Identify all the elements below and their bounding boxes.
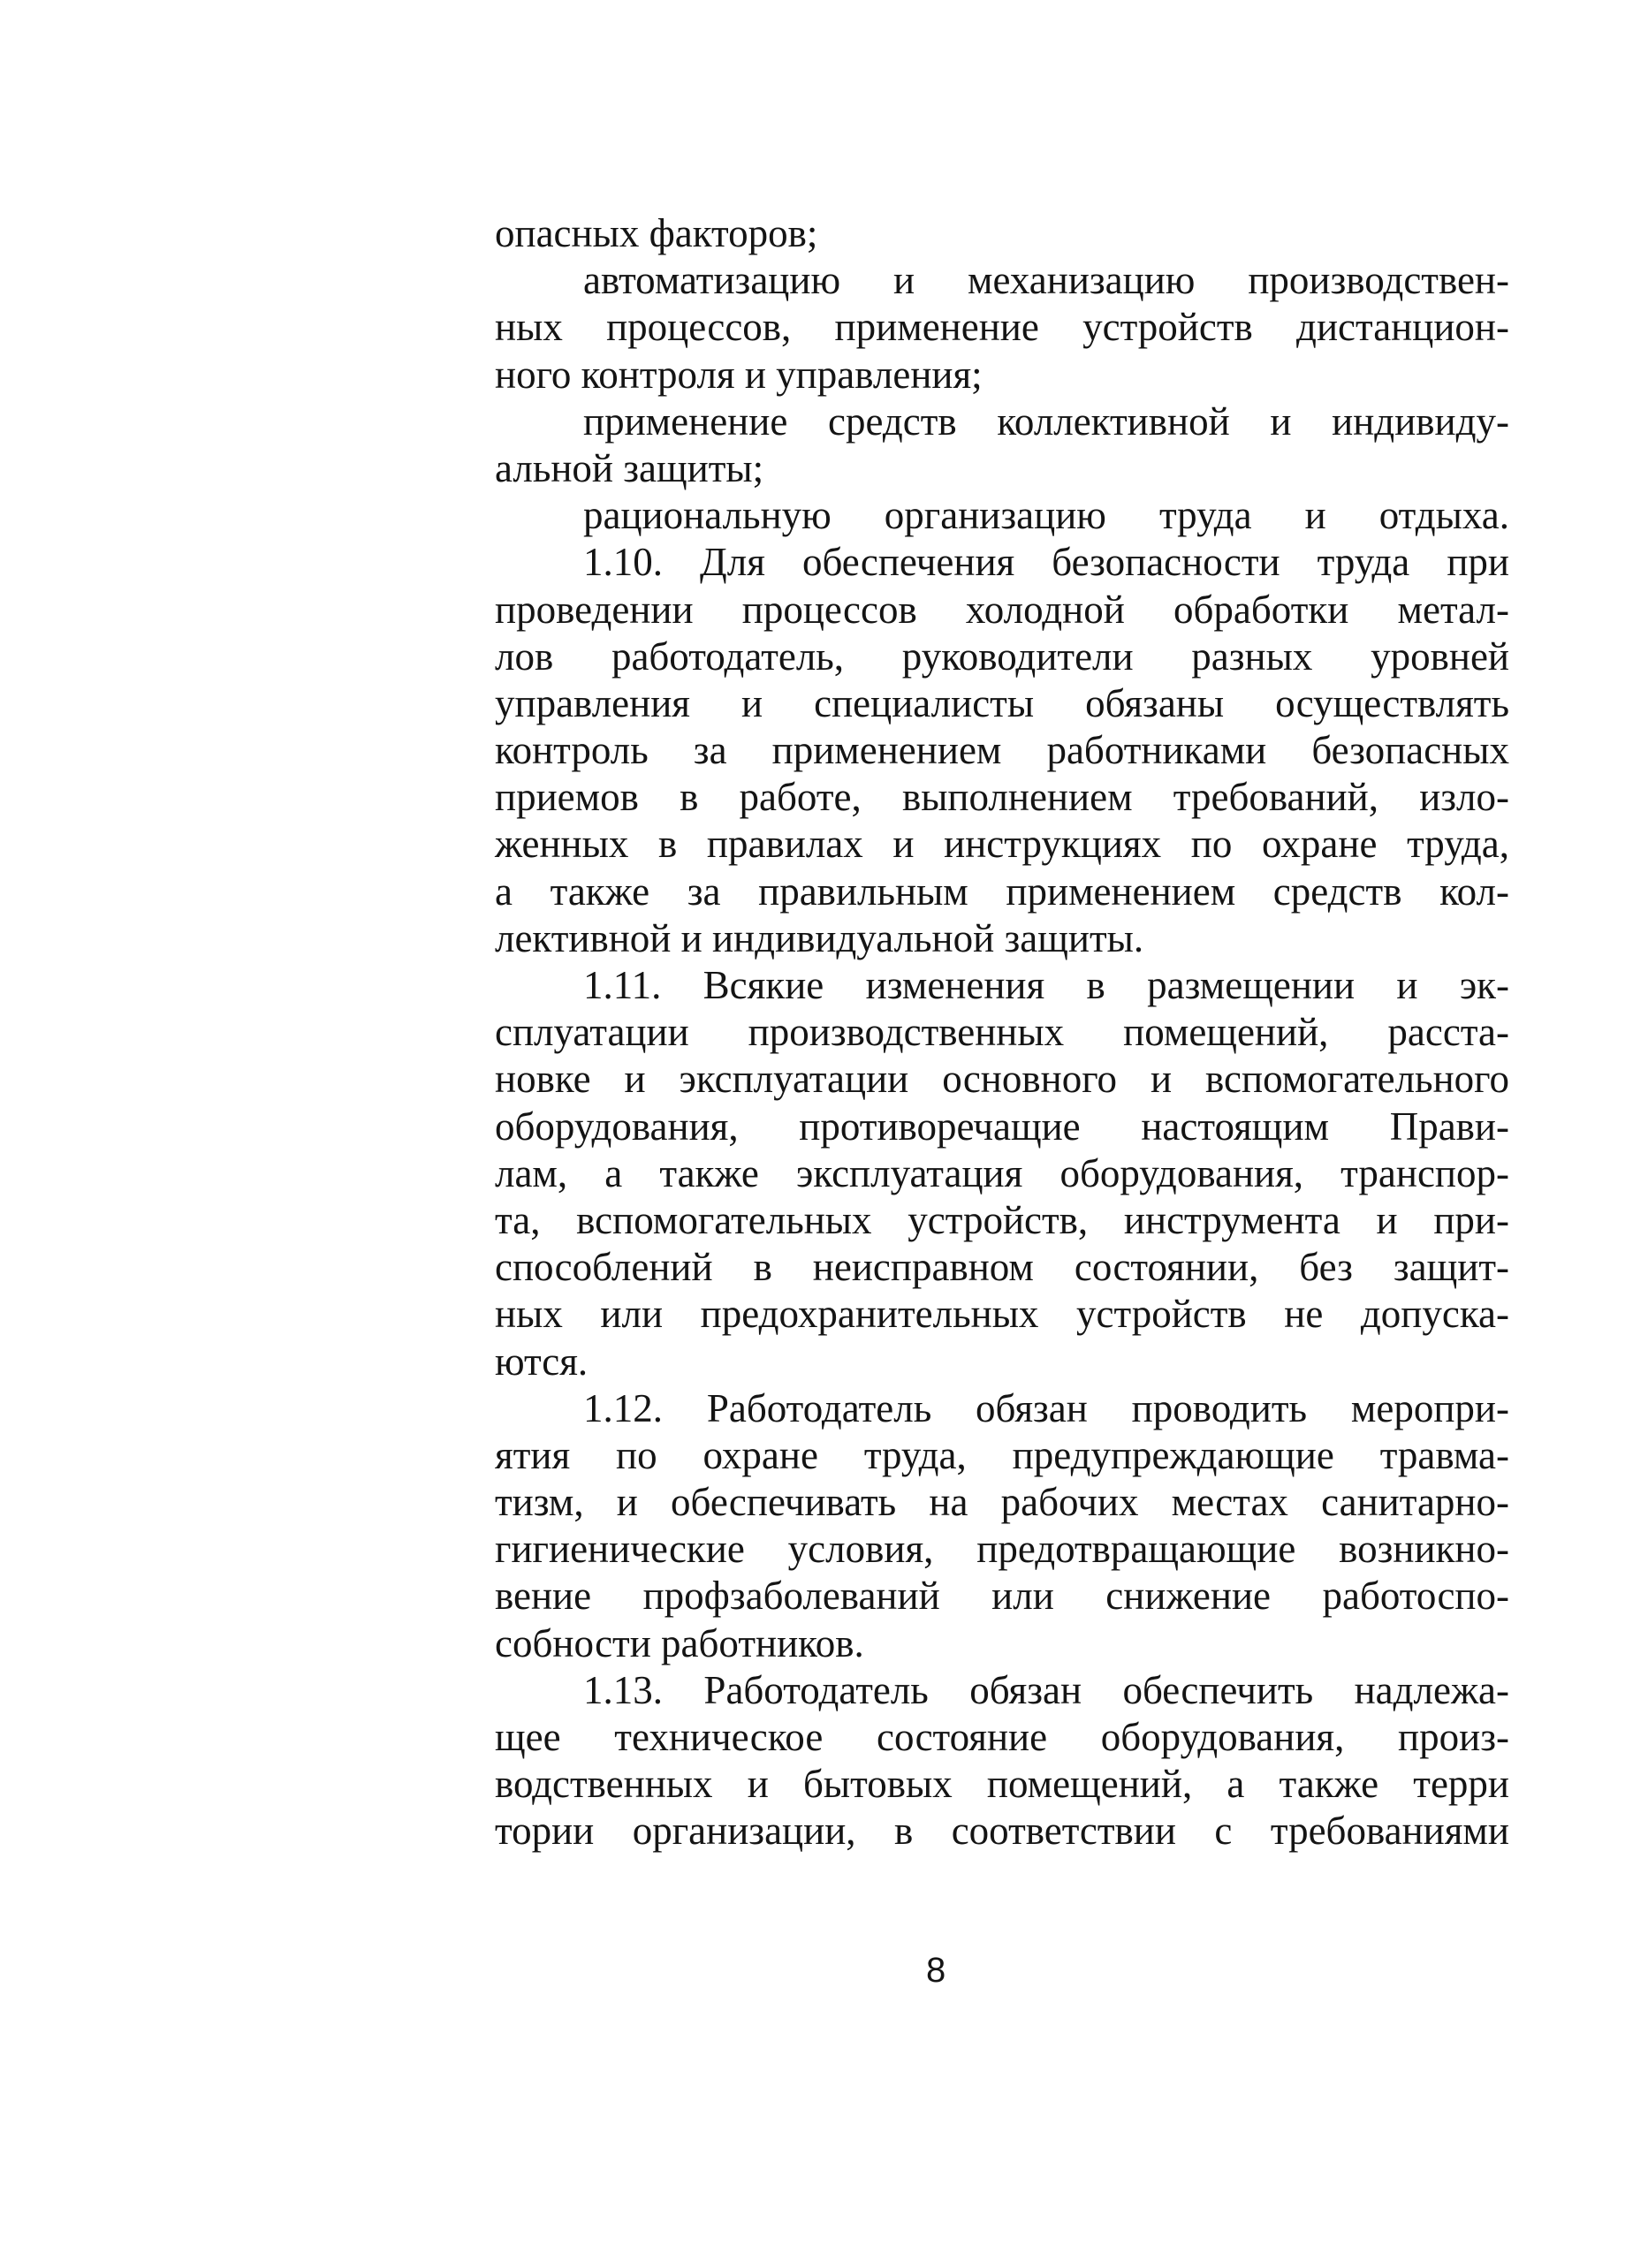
text-line: оборудования, противоречащие настоящим Прави- <box>495 1104 1509 1149</box>
page-number-label: 8 <box>926 1951 946 1990</box>
text-line: лов работодатель, руководители разных уровней <box>495 633 1509 679</box>
text-line: рациональную организацию труда и отдыха. <box>583 493 1509 538</box>
text-line: 1.13. Работодатель обязан обеспечить надлежа- <box>583 1667 1509 1712</box>
text-line: управления и специалисты обязаны осуществлять <box>495 680 1509 725</box>
text-line: женных в правилах и инструкциях по охране труда, <box>495 822 1509 867</box>
text-line: ных или предохранительных устройств не допуска- <box>495 1292 1509 1337</box>
text-line: ных процессов, применение устройств дистанцион- <box>495 305 1509 350</box>
text-line: новке и эксплуатации основного и вспомогательного <box>495 1057 1509 1102</box>
text-line: ятия по охране труда, предупреждающие травма- <box>495 1432 1509 1477</box>
text-line: ного контроля и управления; <box>495 352 983 397</box>
text-line: щее техническое состояние оборудования, произ- <box>495 1715 1509 1759</box>
text-line: 1.11. Всякие изменения в размещении и эк- <box>583 963 1509 1007</box>
text-line: сплуатации производственных помещений, расста- <box>495 1010 1509 1055</box>
text-line: 1.12. Работодатель обязан проводить меропри- <box>583 1385 1509 1430</box>
text-line: применение средств коллективной и индивиду- <box>583 398 1509 444</box>
text-line: контроль за применением работниками безопасных <box>495 728 1509 773</box>
text-line: водственных и бытовых помещений, а также терри <box>495 1762 1509 1807</box>
text-line: ются. <box>495 1339 589 1384</box>
text-line: способлений в неисправном состоянии, без защит- <box>495 1245 1509 1290</box>
text-line: гигиенические условия, предотвращающие возникно- <box>495 1527 1509 1572</box>
text-line: лам, а также эксплуатация оборудования, транспор- <box>495 1150 1509 1195</box>
text-line: альной защиты; <box>495 445 764 490</box>
body-text <box>495 210 1509 1855</box>
text-line: автоматизацию и механизацию производствен- <box>583 258 1509 303</box>
text-line: проведении процессов холодной обработки метал- <box>495 587 1509 632</box>
text-line: а также за правильным применением средств кол- <box>495 869 1509 914</box>
text-line: собности работников. <box>495 1620 864 1665</box>
text-line: лективной и индивидуальной защиты. <box>495 915 1144 960</box>
text-line: та, вспомогательных устройств, инструмента и при- <box>495 1197 1509 1242</box>
text-line: тизм, и обеспечивать на рабочих местах санитарно- <box>495 1480 1509 1525</box>
text-line: 1.10. Для обеспечения безопасности труда при <box>583 540 1509 585</box>
text-line: приемов в работе, выполнением требований, изло- <box>495 775 1509 820</box>
text-line: опасных факторов; <box>495 211 818 255</box>
text-line: вение профзаболеваний или снижение работоспо- <box>495 1574 1509 1619</box>
text-line: тории организации, в соответствии с требованиями <box>495 1809 1509 1854</box>
